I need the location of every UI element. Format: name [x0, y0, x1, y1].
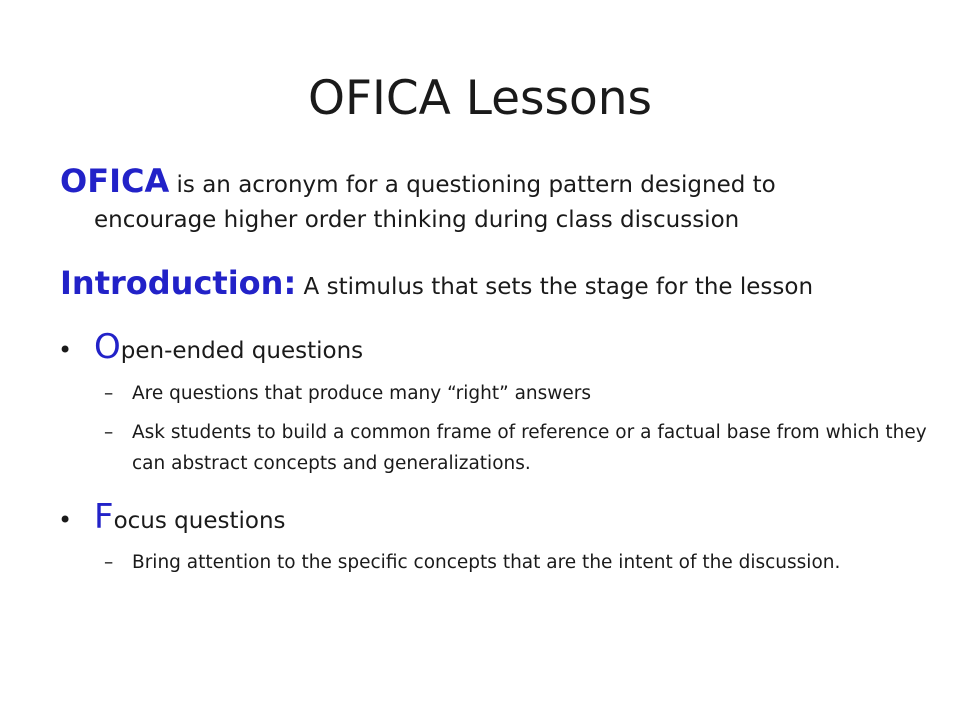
- ofica-definition-line2: encourage higher order thinking during class discussion: [94, 207, 740, 233]
- sub-bullet: [104, 378, 944, 409]
- sub-bullet-text: Ask students to build a common frame of reference or a factual base from which they can abstract concepts and generalizations.: [132, 422, 927, 474]
- ofica-definition: [60, 164, 930, 238]
- dash-marker: –: [104, 422, 114, 443]
- dash-marker: –: [104, 552, 114, 573]
- dash-marker: –: [104, 383, 114, 404]
- bullet-marker: •: [58, 506, 73, 534]
- sub-bullet-text: Bring attention to the specific concepts that are the intent of the discussion.: [132, 552, 841, 573]
- sub-bullet: [104, 547, 944, 578]
- bullet-focus-label: ocus questions: [113, 508, 286, 534]
- introduction-term: Introduction:: [60, 264, 297, 302]
- ofica-definition-line1: is an acronym for a questioning pattern designed to: [169, 172, 776, 198]
- introduction-line: [60, 266, 930, 305]
- bullet-marker: •: [58, 336, 73, 364]
- bullet-open-ended: [58, 327, 363, 371]
- bullet-focus: [58, 497, 286, 541]
- bullet-letter-o: O: [94, 327, 121, 367]
- ofica-term: OFICA: [60, 162, 170, 200]
- sub-bullet: [104, 417, 944, 479]
- sub-bullet-text: Are questions that produce many “right” answers: [132, 383, 592, 404]
- slide-title: OFICA Lessons: [307, 71, 653, 126]
- bullet-open-ended-label: pen-ended questions: [120, 338, 364, 364]
- bullet-letter-f: F: [94, 497, 114, 537]
- introduction-text: A stimulus that sets the stage for the lesson: [296, 274, 814, 300]
